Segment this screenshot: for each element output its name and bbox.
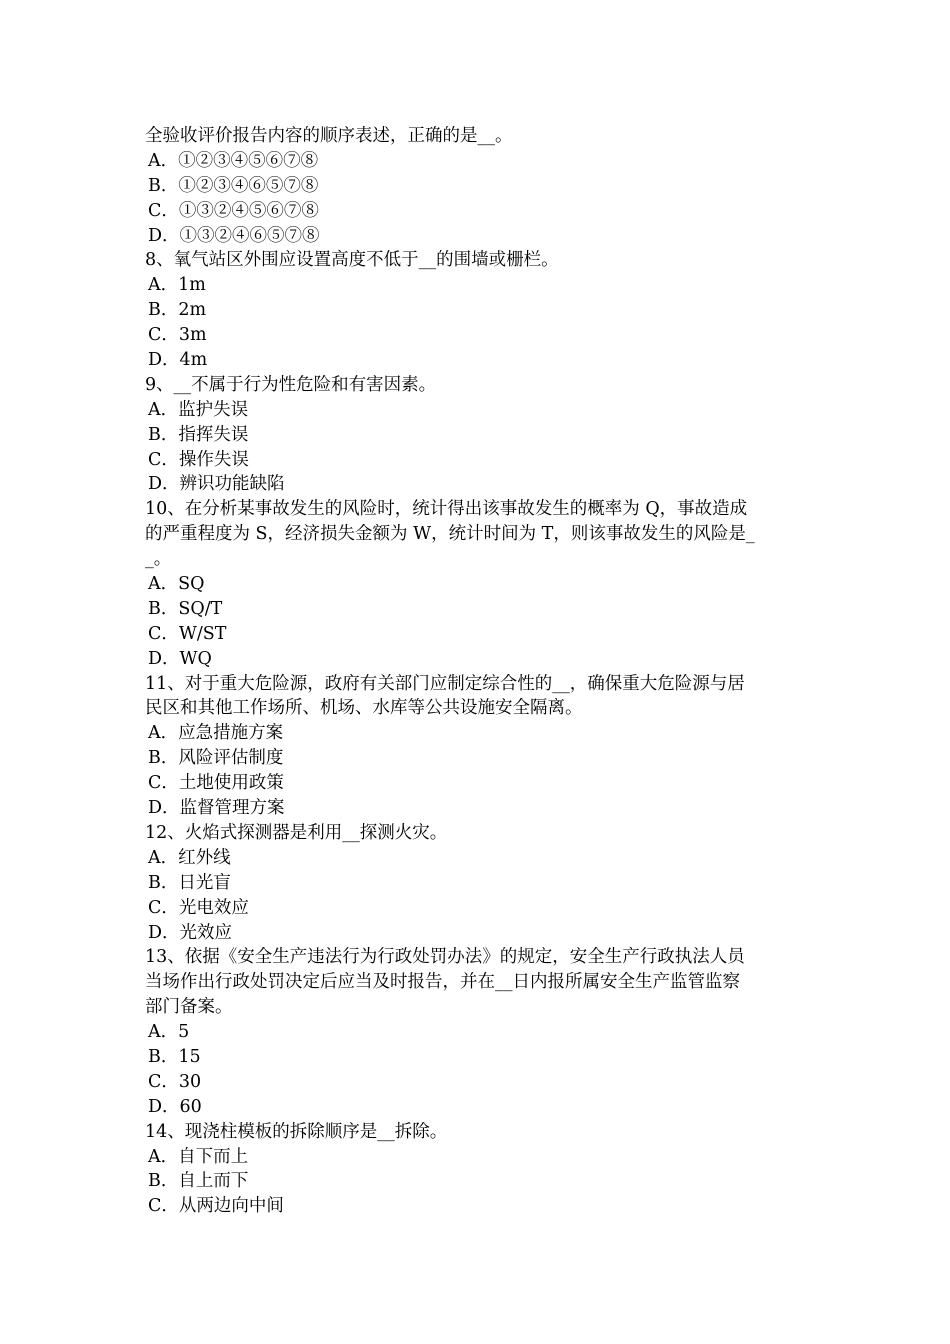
option-a: A．红外线 bbox=[148, 847, 231, 868]
option-c: C．①③②④⑤⑥⑦⑧ bbox=[148, 200, 319, 221]
question-stem-line: 9、__不属于行为性危险和有害因素。 bbox=[145, 374, 437, 395]
question-stem-line: 当场作出行政处罚决定后应当及时报告，并在__日内报所属安全生产监管监察 bbox=[145, 972, 740, 993]
option-b: B．风险评估制度 bbox=[148, 748, 284, 769]
question-stem-line: 部门备案。 bbox=[145, 997, 233, 1018]
option-d: D．WQ bbox=[148, 648, 212, 669]
question-block bbox=[145, 945, 810, 1119]
option-d: D．辨识功能缺陷 bbox=[148, 474, 285, 495]
question-stem-line: 12、火焰式探测器是利用__探测火灾。 bbox=[145, 822, 448, 843]
option-c: C．W/ST bbox=[148, 623, 227, 644]
option-b: B．SQ/T bbox=[148, 598, 223, 619]
option-d: D．光效应 bbox=[148, 922, 233, 943]
option-c: C．30 bbox=[148, 1071, 202, 1092]
question-stem-line: 10、在分析某事故发生的风险时，统计得出该事故发生的概率为 Q，事故造成 bbox=[145, 499, 748, 520]
option-b: B．自上而下 bbox=[148, 1171, 249, 1192]
question-stem-line: _。 bbox=[145, 549, 172, 570]
option-a: A．5 bbox=[148, 1022, 190, 1043]
question-stem-line: 的严重程度为 S，经济损失金额为 W，统计时间为 T，则该事故发生的风险是_ bbox=[145, 524, 755, 545]
option-b: B．15 bbox=[148, 1046, 201, 1067]
question-stem-continued: 全验收评价报告内容的顺序表述，正确的是__。 bbox=[145, 126, 513, 146]
question-stem-line: 13、依据《安全生产违法行为行政处罚办法》的规定，安全生产行政执法人员 bbox=[145, 947, 745, 968]
question-block bbox=[145, 821, 810, 945]
option-d: D．60 bbox=[148, 1096, 202, 1117]
option-b: B．2m bbox=[148, 300, 207, 321]
question-stem-line: 8、氧气站区外围应设置高度不低于__的围墙或栅栏。 bbox=[145, 250, 559, 271]
question-block bbox=[145, 248, 810, 372]
question-block bbox=[145, 672, 810, 821]
question-block bbox=[145, 1120, 810, 1220]
option-a: A．1m bbox=[148, 275, 206, 296]
option-c: C．操作失误 bbox=[148, 449, 249, 470]
question-stem-line: 民区和其他工作场所、机场、水库等公共设施安全隔离。 bbox=[145, 698, 583, 719]
option-a: A．监护失误 bbox=[148, 399, 249, 420]
option-c: C．光电效应 bbox=[148, 897, 249, 918]
question-stem-line: 11、对于重大危险源，政府有关部门应制定综合性的__，确保重大危险源与居 bbox=[145, 673, 745, 694]
option-d: D．监督管理方案 bbox=[148, 798, 285, 819]
option-c: C．从两边向中间 bbox=[148, 1196, 284, 1217]
document-body bbox=[145, 124, 810, 1219]
option-d: D．4m bbox=[148, 350, 208, 371]
option-b: B．日光盲 bbox=[148, 872, 231, 893]
question-block bbox=[145, 373, 810, 497]
option-d: D．①③②④⑥⑤⑦⑧ bbox=[148, 225, 320, 246]
option-c: C．土地使用政策 bbox=[148, 773, 284, 794]
option-b: B．指挥失误 bbox=[148, 424, 249, 445]
option-a: A．自下而上 bbox=[148, 1146, 249, 1167]
question-stem-line: 14、现浇柱模板的拆除顺序是__拆除。 bbox=[145, 1121, 448, 1142]
option-b: B．①②③④⑥⑤⑦⑧ bbox=[148, 175, 319, 196]
option-a: A．应急措施方案 bbox=[148, 723, 284, 744]
option-a: A．SQ bbox=[148, 574, 205, 595]
option-c: C．3m bbox=[148, 325, 207, 346]
question-block bbox=[145, 497, 810, 671]
option-a: A．①②③④⑤⑥⑦⑧ bbox=[148, 150, 319, 171]
